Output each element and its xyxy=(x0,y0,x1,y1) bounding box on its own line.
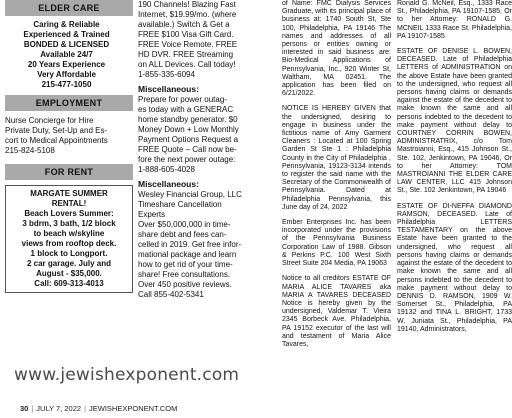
rental-line: to beach w/skyline xyxy=(33,229,105,238)
ad-line: es today with a GENERAC xyxy=(138,105,234,114)
elder-care-line: Caring & Reliable xyxy=(33,20,100,29)
employment-header: EMPLOYMENT xyxy=(5,95,133,111)
legal-notice: of Name: FMC Dialysis Services Graduate, with its principal place of business at: 1740 South St, Ste 100, Philadelphia, PA 19146 The names and addresses of all persons or entities owning or interested in said business are: Bio-Medical Applications of Pennsylvania, Inc., 920 Winter St, Waltham, MA 02451. The application has been filed on 6/21/2022. xyxy=(282,0,391,98)
elder-care-line: Very Affordable xyxy=(37,70,96,79)
page-number: 30 xyxy=(20,404,29,413)
rental-line: Beach Lovers Summer: xyxy=(24,209,114,218)
ad-phone: 1-855-335-6094 xyxy=(138,70,195,79)
elder-care-ad xyxy=(0,20,133,90)
employment-line: cort to Medical Appointments xyxy=(5,136,108,145)
footer-divider: | xyxy=(84,404,87,413)
ad-line: Timeshare Cancellation xyxy=(138,200,222,209)
ad-line: Internet, $19.99/mo. (where xyxy=(138,10,237,19)
rental-ad-box xyxy=(5,185,133,293)
legal-notice: Ember Enterprises Inc. has been incorporated under the provisions of the Pennsylvania Business Corporation Law of 1988. Gibson & Perkins P.C. 100 West Sixth Street Suite 204 Media, PA 19063 xyxy=(282,219,391,268)
ad-line: Money Down + Low Monthly xyxy=(138,125,239,134)
rental-line: August - $35,000. xyxy=(36,269,102,278)
for-rent-header: FOR RENT xyxy=(5,164,133,180)
generator-ad xyxy=(138,95,275,175)
rental-line: views from rooftop deck. xyxy=(21,239,117,248)
legal-notice: ESTATE OF DI-NEFFA DIAMOND RAMSON, DECEASED. Late of Philadelphia LETTERS TESTAMENTARY on the above Estate have been granted to the undersigned, who request all persons having claims or demands against the estate of the decedent to make known the same and all persons indebted to the decedent to make payment without delay to DENNIS D. RAMSON, 1909 W. Somerset St., Philadelphia, PA 19132 and TINA L. BRIGHT, 1733 W. Juniata St., Philadelphia, PA 19140, Administrators, xyxy=(397,202,512,333)
footer-site: JEWISHEXPONENT.COM xyxy=(89,404,178,413)
website-banner[interactable] xyxy=(14,355,277,407)
miscellaneous-heading: Miscellaneous: xyxy=(138,179,199,189)
footer-divider: | xyxy=(31,404,34,413)
legal-notice: NOTICE IS HEREBY GIVEN that the undersigned, desiring to engage in business under the fictitious name of Amy Garment Cleaners : Located at 100 Spring Garden St Ste 1 : Philadelphia County in the City of Philadelphia , Pennsylvania, 19123-3134 intends to register the said name with the Secretary of the Commonwealth of Pennsylvania. Dated at Philadelphia Pennsylvania, this June day of 24, 2022 xyxy=(282,105,391,211)
ad-line: share debt and fees can- xyxy=(138,230,227,239)
ad-line: on ALL Devices. Call today! xyxy=(138,60,236,69)
ad-line: how to get rid of your time- xyxy=(138,260,233,269)
ad-line: FREE $100 Visa Gift Card. xyxy=(138,30,234,39)
elder-care-phone: 215-477-1050 xyxy=(41,80,92,89)
ad-line: FREE Voice Remote. FREE xyxy=(138,40,238,49)
ad-line: mational package and learn xyxy=(138,250,237,259)
legal-notices-column-3 xyxy=(282,0,391,352)
ad-line: Prepare for power outag- xyxy=(138,95,227,104)
timeshare-ad xyxy=(138,190,275,300)
tv-internet-ad xyxy=(138,0,275,80)
rental-line: RENTAL! xyxy=(51,199,87,208)
legal-notice: ESTATE OF DENISE L. BOWEN, DECEASED. Late of Philadelphia LETTERS of ADMINISTRATION on the above Estate have been granted to the undersigned, who request all persons having claims or demands against the estate of the decedent to make known the same and all persons indebted to the decedent to make payment without delay to COURTNEY CORRIN BOWEN, ADMINISTRATRIX, c/o Tom Mastroianni, Esq., 415 Johnson St., Ste. 102, Jenkintown, PA 19046, Or to her Attorney: TOM MASTROIANNI THE ELDER CARE LAW CENTER, LLC 415 Johnson St., Ste. 102 Jenkintown, PA 19046 xyxy=(397,48,512,195)
website-url[interactable]: www.jewishexponent.com xyxy=(14,365,240,385)
ad-phone: 1-888-605-4028 xyxy=(138,165,195,174)
ad-line: HD DVR. FREE Streaming xyxy=(138,50,234,59)
employment-ad xyxy=(0,116,133,156)
issue-date: JULY 7, 2022 xyxy=(36,404,82,413)
miscellaneous-heading: Miscellaneous: xyxy=(138,84,199,94)
rental-line: 3 bdrm, 3 bath, 1/2 block xyxy=(22,219,116,228)
elder-care-line: BONDED & LICENSED xyxy=(23,40,110,49)
legal-notices-column-4 xyxy=(397,0,512,396)
legal-notice: Ronald G. McNeil, Esq., 1333 Race St., Philadelphia, PA 19107-1585, Or to her Attorney: RONALD G. MCNEIL 1333 Race St. Philadelphia, PA 19107-1585 xyxy=(397,0,512,40)
legal-notice: Notice to all creditors ESTATE OF MARIA ALICE TAVARES aka MARIA A TAVARES DECEASED Notice is hereby given by the undersigned, Valdemar T. Vieira 2345 Borbeck Ave. Philadelphia, PA 19152 executor of the last will and testament of Maria Alice Tavares, xyxy=(282,275,391,348)
ad-line: fore the next power outage: xyxy=(138,155,236,164)
ad-line: Over $50,000,000 in time- xyxy=(138,220,231,229)
ad-line: 190 Channels! Blazing Fast xyxy=(138,0,236,9)
rental-phone: Call: 609-313-4013 xyxy=(34,279,104,288)
employment-line: Private Duty, Set-Up and Es- xyxy=(5,126,108,135)
rental-line: 2 car garage. July and xyxy=(26,259,112,268)
ad-line: FREE Quote – Call now be- xyxy=(138,145,237,154)
ad-line: Wesley Financial Group, LLC xyxy=(138,190,242,199)
elder-care-line: 20 Years Experience xyxy=(27,60,106,69)
ad-line: share! Free consultations. xyxy=(138,270,231,279)
ad-line: available.) Switch & Get a xyxy=(138,20,230,29)
rental-line: 1 block to Longport. xyxy=(30,249,108,258)
ad-phone: Call 855-402-5341 xyxy=(138,290,204,299)
page-footer xyxy=(20,404,177,413)
classifieds-column-1 xyxy=(0,0,133,293)
ad-line: Over 450 positive reviews. xyxy=(138,280,232,289)
elder-care-header: ELDER CARE xyxy=(5,0,133,16)
ad-line: celled in 2019. Get free infor- xyxy=(138,240,242,249)
ad-line: home standby generator. $0 xyxy=(138,115,238,124)
employment-phone: 215-824-5108 xyxy=(5,146,55,155)
ad-line: Experts xyxy=(138,210,166,219)
ad-line: Payment Options Request a xyxy=(138,135,239,144)
employment-line: Nurse Concierge for Hire xyxy=(5,116,94,125)
rental-line: MARGATE SUMMER xyxy=(30,189,108,198)
elder-care-line: Available 24/7 xyxy=(40,50,93,59)
classifieds-column-2 xyxy=(138,0,275,300)
elder-care-line: Experienced & Trained xyxy=(23,30,110,39)
